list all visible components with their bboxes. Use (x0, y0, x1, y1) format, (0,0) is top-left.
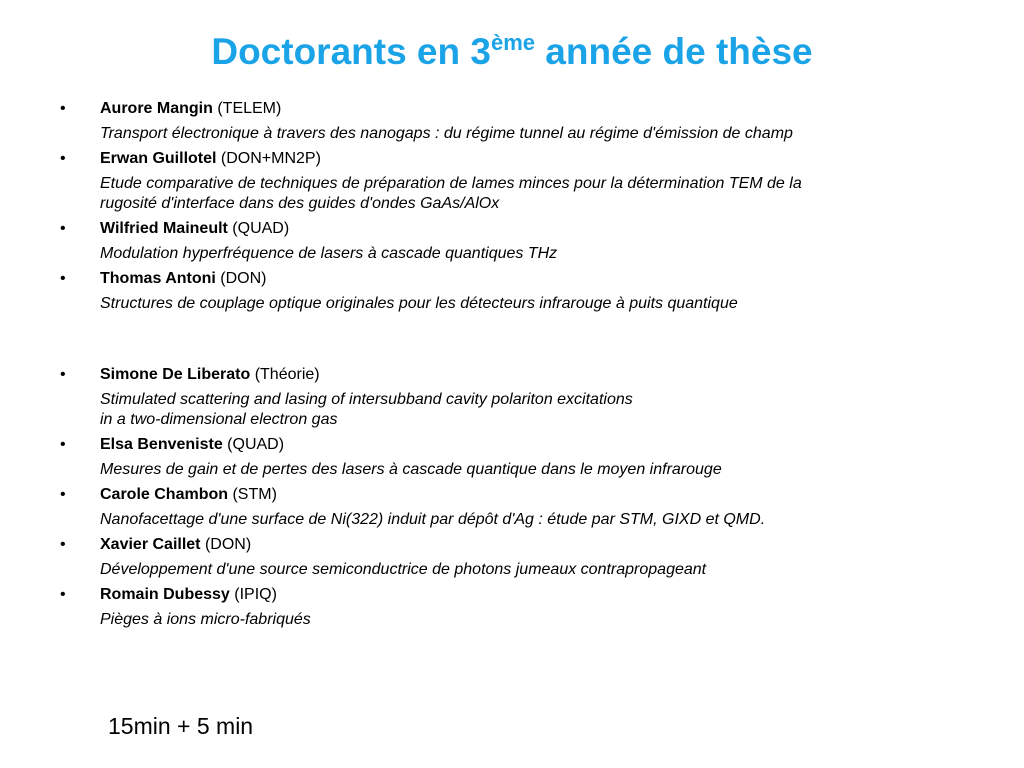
list-item (58, 584, 968, 630)
bullet-icon: • (60, 100, 66, 117)
bullet-icon: • (60, 486, 66, 503)
student-name: Aurore Mangin (100, 100, 213, 117)
thesis-title: Etude comparative de techniques de préparation de lames minces pour la détermination TEM de la rugosité d'interface dans des guides d'ondes GaAs/AlOx (100, 175, 802, 212)
list-item (58, 268, 968, 314)
list-item (58, 218, 968, 264)
student-lab: (QUAD) (227, 220, 290, 237)
student-lab: (DON) (215, 270, 267, 287)
student-name-line (100, 218, 968, 240)
student-lab: (DON) (200, 536, 252, 553)
thesis-title: Modulation hyperfréquence de lasers à cascade quantiques THz (100, 245, 558, 262)
student-name-line (100, 484, 968, 506)
bullet-icon: • (60, 366, 66, 383)
bullet-icon: • (60, 436, 66, 453)
student-lab: (Théorie) (250, 366, 320, 383)
duration-note: 15min + 5 min (108, 713, 254, 739)
bullet-icon: • (60, 270, 66, 287)
page-title (0, 28, 1024, 76)
thesis-title: Pièges à ions micro-fabriqués (100, 611, 311, 628)
bullet-icon: • (60, 220, 66, 237)
student-lab: (IPIQ) (229, 586, 277, 603)
student-name: Simone De Liberato (100, 366, 251, 383)
list-item (58, 484, 968, 530)
student-name-line (100, 584, 968, 606)
list-item (58, 148, 968, 214)
student-list (58, 98, 968, 634)
list-item (58, 98, 968, 144)
thesis-title: Développement d'une source semiconductrice de photons jumeaux contrapropageant (100, 561, 707, 578)
bullet-icon: • (60, 536, 66, 553)
bullet-icon: • (60, 150, 66, 167)
title-prefix: Doctorants en 3 (211, 31, 491, 72)
student-lab: (DON+MN2P) (216, 150, 321, 167)
thesis-title: Stimulated scattering and lasing of intersubband cavity polariton excitations in a two-dimensional electron gas (100, 391, 633, 428)
student-lab: (QUAD) (222, 436, 285, 453)
thesis-title: Nanofacettage d'une surface de Ni(322) induit par dépôt d'Ag : étude par STM, GIXD et QMD. (100, 511, 766, 528)
student-name: Elsa Benveniste (100, 436, 223, 453)
student-lab: (STM) (228, 486, 277, 503)
thesis-title: Structures de couplage optique originales pour les détecteurs infrarouge à puits quantique (100, 295, 738, 312)
thesis-title: Mesures de gain et de pertes des lasers à cascade quantique dans le moyen infrarouge (100, 461, 722, 478)
student-name-line (100, 98, 968, 120)
student-name: Xavier Caillet (100, 536, 201, 553)
student-name: Romain Dubessy (100, 586, 230, 603)
list-item (58, 534, 968, 580)
student-name-line (100, 268, 968, 290)
bullet-icon: • (60, 586, 66, 603)
student-name-line (100, 534, 968, 556)
student-name: Erwan Guillotel (100, 150, 217, 167)
list-item (58, 364, 968, 430)
student-name: Wilfried Maineult (100, 220, 228, 237)
thesis-title: Transport électronique à travers des nanogaps : du régime tunnel au régime d'émission de champ (100, 125, 793, 142)
student-name-line (100, 148, 968, 170)
student-group-2 (58, 364, 968, 630)
list-item (58, 434, 968, 480)
title-suffix: année de thèse (535, 31, 813, 72)
student-name-line (100, 434, 968, 456)
student-name-line (100, 364, 968, 386)
student-lab: (TELEM) (212, 100, 282, 117)
student-group-1 (58, 98, 968, 314)
student-name: Carole Chambon (100, 486, 229, 503)
title-superscript: ème (490, 30, 536, 55)
student-name: Thomas Antoni (100, 270, 216, 287)
